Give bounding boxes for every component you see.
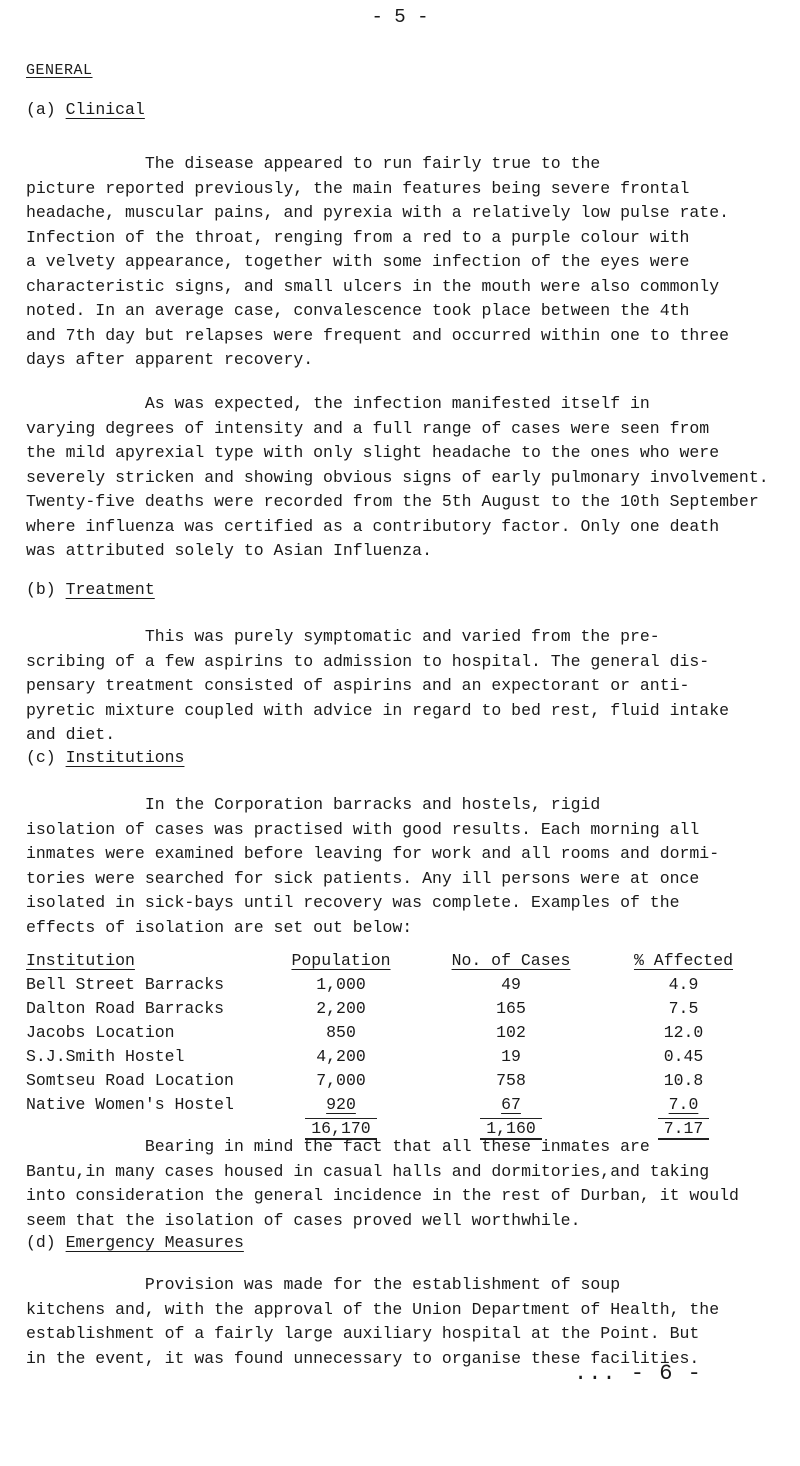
paragraph-treatment: This was purely symptomatic and varied from the pre- scribing of a few aspirins to admission to hospital. The general dis- pensary treatment consisted of aspirins and an expectorant or anti- pyretic mixture coupled with advice in regard to bed rest, fluid intake and diet. [26, 627, 730, 744]
cell-institution: Native Women's Hostel [26, 1094, 234, 1114]
page-number: - 5 - [371, 6, 429, 28]
subheading-title: Institutions [65, 748, 185, 767]
paragraph-institutions-2: Bearing in mind the fact that all these inmates are Bantu,in many cases housed in casual halls and dormitories,and taking into consideration the general incidence in the rest of Durban, it would seem that the isolation of cases proved well worthwhile. [26, 1137, 739, 1230]
cell-cases: 165 [496, 998, 526, 1018]
table-row [26, 1044, 761, 1068]
cell-affected: 0.45 [663, 1046, 704, 1066]
section-heading: GENERAL [26, 62, 93, 79]
isolation-table [26, 948, 761, 1140]
subheading-emergency [26, 1233, 244, 1252]
total-value: 1,160 [480, 1118, 542, 1140]
paragraph-clinical-2: As was expected, the infection manifested itself in varying degrees of intensity and a full range of cases were seen from the mild apyrexial type with only slight headache to the ones who were severely stricken and showing obvious signs of early pulmonary involvement. Twenty-five deaths were recorded from the 5th August to the 10th September where influenza was certified as a contributory factor. Only one death was attributed solely to Asian Influenza. [26, 394, 769, 560]
table-row [26, 1020, 761, 1044]
subheading-title: Treatment [65, 580, 155, 599]
cell-population [266, 1092, 416, 1116]
paragraph-clinical-1: The disease appeared to run fairly true to the picture reported previously, the main features being severe frontal headache, muscular pains, and pyrexia with a relatively low pulse rate. Infection of the throat, renging from a red to a purple colour with a velvety appearance, together with some infection of the eyes were characteristic signs, and small ulcers in the mouth were also commonly noted. In an average case, convalescence took place between the 4th and 7th day but relapses were frequent and occurred within one to three days after apparent recovery. [26, 154, 730, 369]
cell-institution: Jacobs Location [26, 1022, 175, 1042]
cell-cases: 49 [501, 974, 521, 994]
table-row [26, 972, 761, 996]
paragraph-institutions: In the Corporation barracks and hostels, rigid isolation of cases was practised with good results. Each morning all inmates were examined before leaving for work and all rooms and dormi- tories were searched for sick patients. Any ill persons were at once isolated in sick-bays until recovery was complete. Examples of the effects of isolation are set out below: [26, 795, 720, 937]
subheading-label: (d) [26, 1233, 56, 1252]
total-value: 16,170 [305, 1118, 376, 1140]
cell-population: 1,000 [316, 974, 366, 994]
cell-value: 7.0 [668, 1094, 699, 1114]
header-population: Population [291, 950, 391, 970]
cell-population: 850 [326, 1022, 356, 1042]
table-row [26, 1068, 761, 1092]
cell-institution: Somtseu Road Location [26, 1070, 234, 1090]
subheading-label: (b) [26, 580, 56, 599]
cell-affected: 12.0 [663, 1022, 704, 1042]
table-header-row [26, 948, 761, 972]
cell-population: 4,200 [316, 1046, 366, 1066]
total-value: 7.17 [658, 1118, 710, 1140]
cell-cases: 102 [496, 1022, 526, 1042]
cell-population: 2,200 [316, 998, 366, 1018]
table-row [26, 1092, 761, 1116]
cell-affected: 10.8 [663, 1070, 704, 1090]
cell-affected [606, 1092, 761, 1116]
cell-affected: 4.9 [668, 974, 699, 994]
header-institution: Institution [26, 950, 135, 970]
cell-affected: 7.5 [668, 998, 699, 1018]
subheading-label: (a) [26, 100, 56, 119]
cell-value: 67 [501, 1094, 521, 1114]
cell-cases: 758 [496, 1070, 526, 1090]
cell-cases [416, 1092, 606, 1116]
table-row [26, 996, 761, 1020]
subheading-institutions [26, 748, 184, 767]
subheading-label: (c) [26, 748, 56, 767]
page-continuation: ... - 6 - [574, 1361, 702, 1386]
paragraph-emergency: Provision was made for the establishment of soup kitchens and, with the approval of the Union Department of Health, the establishment of a fairly large auxiliary hospital at the Point. But in the event, it was found unnecessary to organise these facilities. [26, 1275, 720, 1368]
cell-institution: Dalton Road Barracks [26, 998, 225, 1018]
subheading-title: Emergency Measures [65, 1233, 244, 1252]
cell-population: 7,000 [316, 1070, 366, 1090]
cell-institution: Bell Street Barracks [26, 974, 225, 994]
header-affected: % Affected [633, 950, 734, 970]
cell-value: 920 [326, 1094, 356, 1114]
cell-institution: S.J.Smith Hostel [26, 1046, 185, 1066]
cell-cases: 19 [501, 1046, 521, 1066]
header-cases: No. of Cases [451, 950, 571, 970]
subheading-treatment [26, 580, 155, 599]
subheading-title: Clinical [65, 100, 145, 119]
subheading-clinical [26, 100, 145, 119]
